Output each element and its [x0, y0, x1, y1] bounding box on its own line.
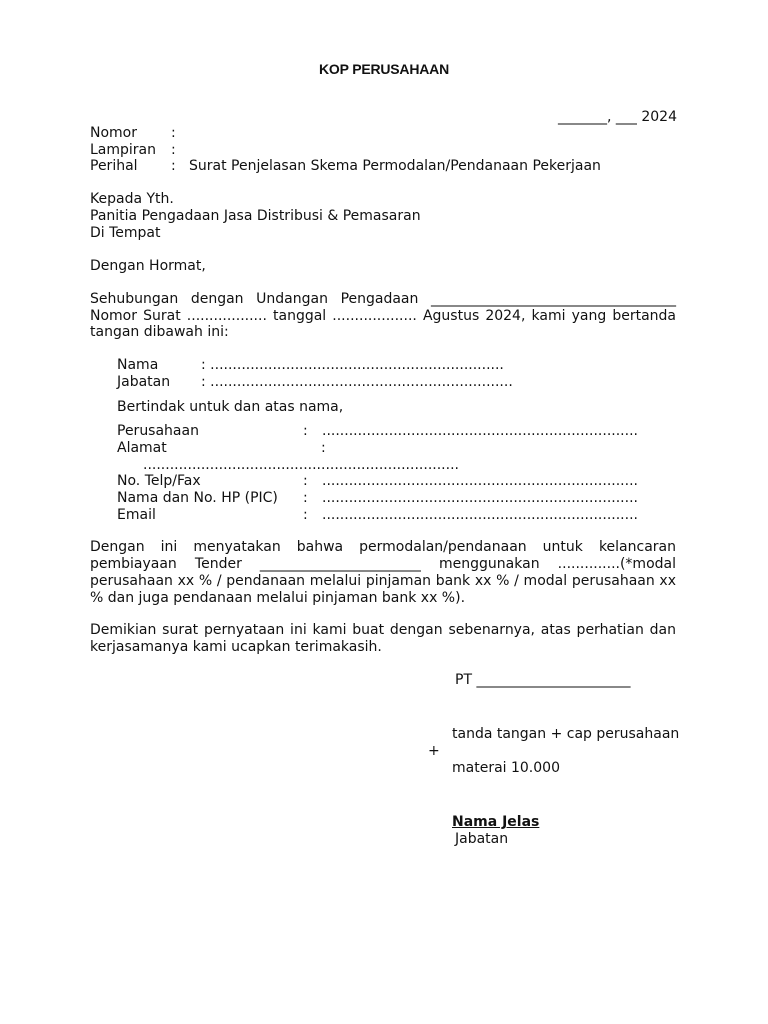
nama-value: : .................................................................. — [201, 357, 504, 373]
perihal-label: Perihal — [90, 158, 138, 174]
closing-line-2: kerjasamanya kami ucapkan terimakasih. — [90, 639, 382, 655]
letterhead-title: KOP PERUSAHAAN — [319, 61, 449, 77]
jabatan-value: : .................................................................... — [201, 374, 513, 390]
nomor-label: Nomor — [90, 125, 137, 141]
signature-plus: + — [428, 743, 440, 759]
pic-colon: : — [303, 490, 308, 506]
alamat-colon: : — [321, 440, 326, 456]
statement-line-2: pembiayaan Tender _______________________ menggunakan ..............(*modal — [90, 556, 676, 572]
signature-company-line: PT ______________________ — [455, 672, 631, 688]
intro-line-2: Nomor Surat .................. tanggal ................... Agustus 2024, kami yang bertanda — [90, 308, 676, 324]
email-label: Email — [117, 507, 156, 523]
email-value: ....................................................................... — [322, 507, 638, 523]
nomor-colon: : — [171, 125, 176, 141]
perusahaan-label: Perusahaan — [117, 423, 199, 439]
perihal-colon: : — [171, 158, 176, 174]
signature-name: Nama Jelas — [452, 814, 540, 830]
nama-label: Nama — [117, 357, 159, 373]
perusahaan-colon: : — [303, 423, 308, 439]
telp-colon: : — [303, 473, 308, 489]
perihal-value: Surat Penjelasan Skema Permodalan/Pendanaan Pekerjaan — [189, 158, 601, 174]
telp-label: No. Telp/Fax — [117, 473, 201, 489]
signature-stamp-note: materai 10.000 — [452, 760, 560, 776]
jabatan-label: Jabatan — [117, 374, 171, 390]
date-line: _______, ___ 2024 — [558, 109, 677, 125]
pic-value: ....................................................................... — [322, 490, 638, 506]
recipient-line-3: Di Tempat — [90, 225, 161, 241]
intro-line-1: Sehubungan dengan Undangan Pengadaan ___________________________________ — [90, 291, 676, 307]
signature-sign-note: tanda tangan + cap perusahaan — [452, 726, 680, 742]
telp-value: ....................................................................... — [322, 473, 638, 489]
recipient-line-2: Panitia Pengadaan Jasa Distribusi & Pemasaran — [90, 208, 421, 224]
alamat-label: Alamat — [117, 440, 167, 456]
pic-label: Nama dan No. HP (PIC) — [117, 490, 278, 506]
lampiran-colon: : — [171, 142, 176, 158]
perusahaan-value: ....................................................................... — [322, 423, 638, 439]
closing-line-1: Demikian surat pernyataan ini kami buat dengan sebenarnya, atas perhatian dan — [90, 622, 676, 638]
recipient-line-1: Kepada Yth. — [90, 191, 174, 207]
statement-line-1: Dengan ini menyatakan bahwa permodalan/pendanaan untuk kelancaran — [90, 539, 676, 555]
alamat-value: ....................................................................... — [143, 457, 459, 473]
acting-text: Bertindak untuk dan atas nama, — [117, 399, 344, 415]
statement-line-3: perusahaan xx % / pendanaan melalui pinjaman bank xx % / modal perusahaan xx — [90, 573, 676, 589]
signature-position: Jabatan — [455, 831, 509, 847]
lampiran-label: Lampiran — [90, 142, 157, 158]
intro-line-3: tangan dibawah ini: — [90, 324, 229, 340]
statement-line-4: % dan juga pendanaan melalui pinjaman bank xx %). — [90, 590, 466, 606]
greeting: Dengan Hormat, — [90, 258, 206, 274]
email-colon: : — [303, 507, 308, 523]
